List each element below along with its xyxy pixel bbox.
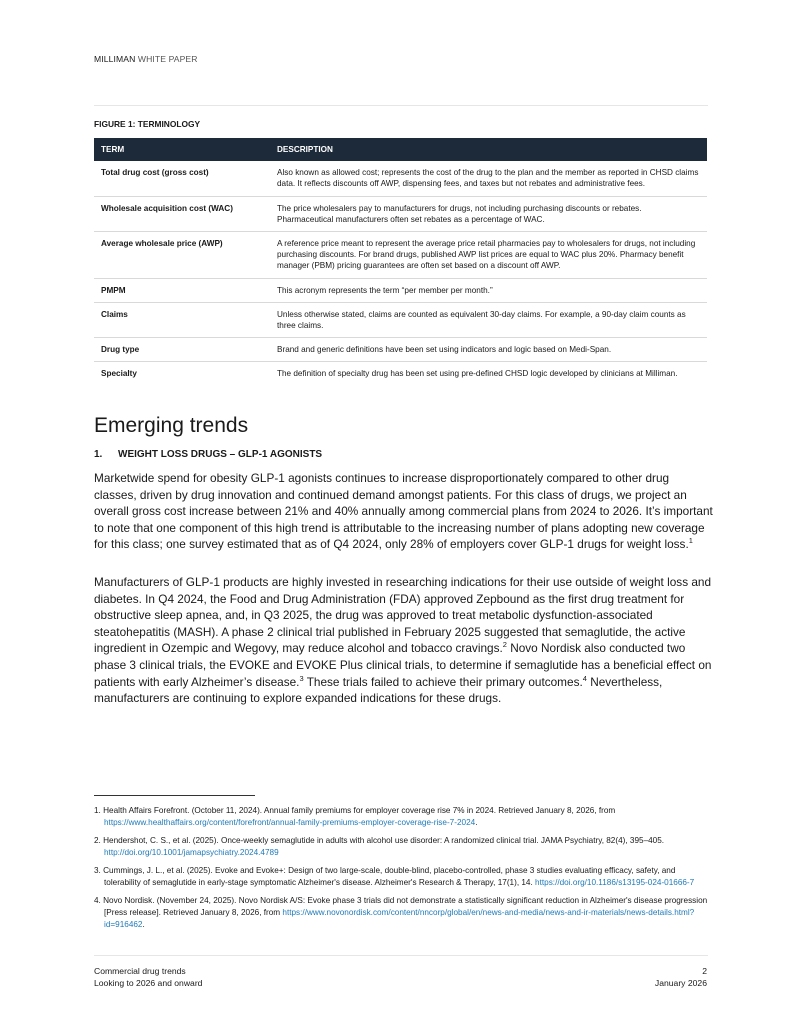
- page-number: 2: [702, 966, 707, 976]
- header-divider: [94, 105, 708, 106]
- footer-right: [655, 965, 707, 989]
- table-row: [94, 161, 707, 196]
- figure-title: FIGURE 1: TERMINOLOGY: [94, 119, 201, 129]
- header-doc-type: WHITE PAPER: [137, 54, 198, 64]
- footnote-text: 1. Health Affairs Forefront. (October 11, 2024). Annual family premiums for employer coverage rise 7% in 2024. Retrieved January 8, 2026, from: [94, 806, 616, 815]
- description-cell: This acronym represents the term “per member per month.”: [270, 278, 707, 302]
- footnote: [94, 805, 708, 829]
- header-brand: MILLIMAN: [94, 54, 136, 64]
- term-cell: PMPM: [94, 278, 270, 302]
- footnote-link[interactable]: https://www.healthaffairs.org/content/forefront/annual-family-premiums-employer-coverage-rise-7-2024: [104, 818, 476, 827]
- subsection-title: WEIGHT LOSS DRUGS – GLP-1 AGONISTS: [118, 449, 323, 460]
- description-cell: A reference price meant to represent the average price retail pharmacies pay to wholesalers for drugs, not including purchasing discounts. For brand drugs, published AWP list prices are equal to WAC plus 20%. Pharmacy benefit manager (PBM) pricing guarantees are often set based on a discount off AWP.: [270, 232, 707, 279]
- footer-divider: [94, 955, 708, 956]
- footnote-text: 2. Hendershot, C. S., et al. (2025). Once-weekly semaglutide in adults with alcohol use disorder: A randomized clinical trial. JAMA Psychiatry, 82(4), 395–405.: [94, 836, 665, 845]
- footnote-link[interactable]: https://www.novonordisk.com/content/nncorp/global/en/news-and-media/news-and-ir-materials/news-details.html?id=916462: [104, 908, 695, 929]
- term-cell: Average wholesale price (AWP): [94, 232, 270, 279]
- footer-date: January 2026: [654, 978, 707, 988]
- term-cell: Specialty: [101, 369, 137, 379]
- table-row: [94, 338, 707, 362]
- footnote-ref[interactable]: 4: [582, 673, 587, 683]
- term-cell: Wholesale acquisition cost (WAC): [94, 196, 270, 231]
- footer-doc-title: Commercial drug trends: [94, 966, 186, 976]
- table-row: [94, 232, 707, 279]
- section-title: Emerging trends: [94, 414, 249, 437]
- subsection-heading: [94, 449, 322, 460]
- footnote-end: .: [475, 818, 478, 827]
- paragraph-text: Novo Nordisk also conducted two phase 3 clinical trials, the EVOKE and EVOKE Plus clinical trials, to determine if semaglutide has a beneficial effect on patients with early Alzheimer’s disease.: [94, 641, 712, 689]
- footnote-text: 4. Novo Nordisk. (November 24, 2025). Novo Nordisk A/S: Evoke phase 3 trials did not demonstrate a statistically significant reduction in Alzheimer's disease progression [Press release]. Retrieved January 8, 2026, from: [94, 896, 708, 917]
- page-header: [94, 54, 198, 64]
- table-row: [94, 302, 707, 337]
- table-row: [94, 278, 707, 302]
- term-cell: Drug type: [94, 338, 270, 362]
- paragraph-text: Nevertheless, manufacturers are continuing to explore expanded indications for these drugs.: [94, 674, 663, 706]
- column-header-description: DESCRIPTION: [270, 138, 707, 161]
- footer-left: [94, 965, 202, 989]
- footnotes: [94, 805, 708, 937]
- paragraph-text: These trials failed to achieve their primary outcomes.: [303, 674, 583, 689]
- footnote: [94, 865, 708, 889]
- paragraph-text: Manufacturers of GLP-1 products are highly invested in researching indications for their use outside of weight loss and diabetes. In Q4 2024, the Food and Drug Administration (FDA) approved Zepbound as the first drug treatment for obstructive sleep apnea, and, in Q3 2025, the drug was approved to treat metabolic dysfunction-associated steatohepatitis (MASH). A phase 2 clinical trial published in February 2025 suggested that semaglutide, the active ingredient in Ozempic and Wegovy, may reduce alcohol and tobacco cravings.: [94, 575, 712, 656]
- footer-doc-subtitle: Looking to 2026 and onward: [94, 978, 203, 988]
- footnote-end: .: [142, 920, 145, 929]
- footnote-link[interactable]: http://doi.org/10.1001/jamapsychiatry.2024.4789: [104, 848, 279, 857]
- description-cell: Unless otherwise stated, claims are counted as equivalent 30-day claims. For example, a 90-day claim counts as three claims.: [270, 302, 707, 337]
- footnote: [94, 895, 708, 931]
- column-header-term: TERM: [94, 138, 270, 161]
- footnote-ref[interactable]: 3: [299, 673, 304, 683]
- footnote-divider: [94, 795, 255, 796]
- paragraph-glp1-indications: [94, 574, 714, 707]
- table-header-row: [94, 138, 707, 161]
- description-cell: The price wholesalers pay to manufacturers for drugs, not including purchasing discounts or rebates. Pharmaceutical manufacturers often set rebates as a percentage of WAC.: [270, 196, 707, 231]
- description-cell: The definition of specialty drug has been set using pre-defined CHSD logic developed by clinicians at Milliman.: [277, 369, 678, 379]
- table-row: [94, 196, 707, 231]
- description-cell: Also known as allowed cost; represents the cost of the drug to the plan and the member as reported in CHSD claims data. It reflects discounts off AWP, dispensing fees, and taxes but not rebates and administrative fees.: [270, 161, 707, 196]
- subsection-number: 1.: [94, 449, 103, 460]
- table-row: [94, 362, 707, 386]
- term-cell: Claims: [94, 302, 270, 337]
- footnote-link[interactable]: https://doi.org/10.1186/s13195-024-01666-7: [535, 878, 695, 887]
- footnote: [94, 835, 708, 859]
- term-cell: Total drug cost (gross cost): [94, 161, 270, 196]
- paragraph-glp1-spend: [94, 470, 714, 553]
- terminology-table: [94, 138, 707, 386]
- description-cell: Brand and generic definitions have been set using indicators and logic based on Medi-Span.: [270, 338, 707, 362]
- footnote-ref[interactable]: 2: [502, 640, 507, 650]
- footnote-text: 3. Cummings, J. L., et al. (2025). Evoke and Evoke+: Design of two large-scale, double-blind, placebo-controlled, phase 3 studies evaluating efficacy, safety, and tolerability of semaglutide in early-stage symptomatic Alzheimer's disease. Alzheimer's Research & Therapy, 17(1), 14.: [94, 866, 676, 887]
- paragraph-text: Marketwide spend for obesity GLP-1 agonists continues to increase disproportionately compared to other drug classes, driven by drug innovation and continued demand amongst patients. For this class of drugs, we project an overall gross cost increase between 21% and 40% annually among commercial plans from 2024 to 2026. It’s important to note that one component of this high trend is attributable to the increasing number of plans adopting new coverage for this class; one survey estimated that as of Q4 2024, only 28% of employers cover GLP-1 drugs for weight loss.: [94, 471, 713, 552]
- footnote-ref[interactable]: 1: [688, 536, 693, 546]
